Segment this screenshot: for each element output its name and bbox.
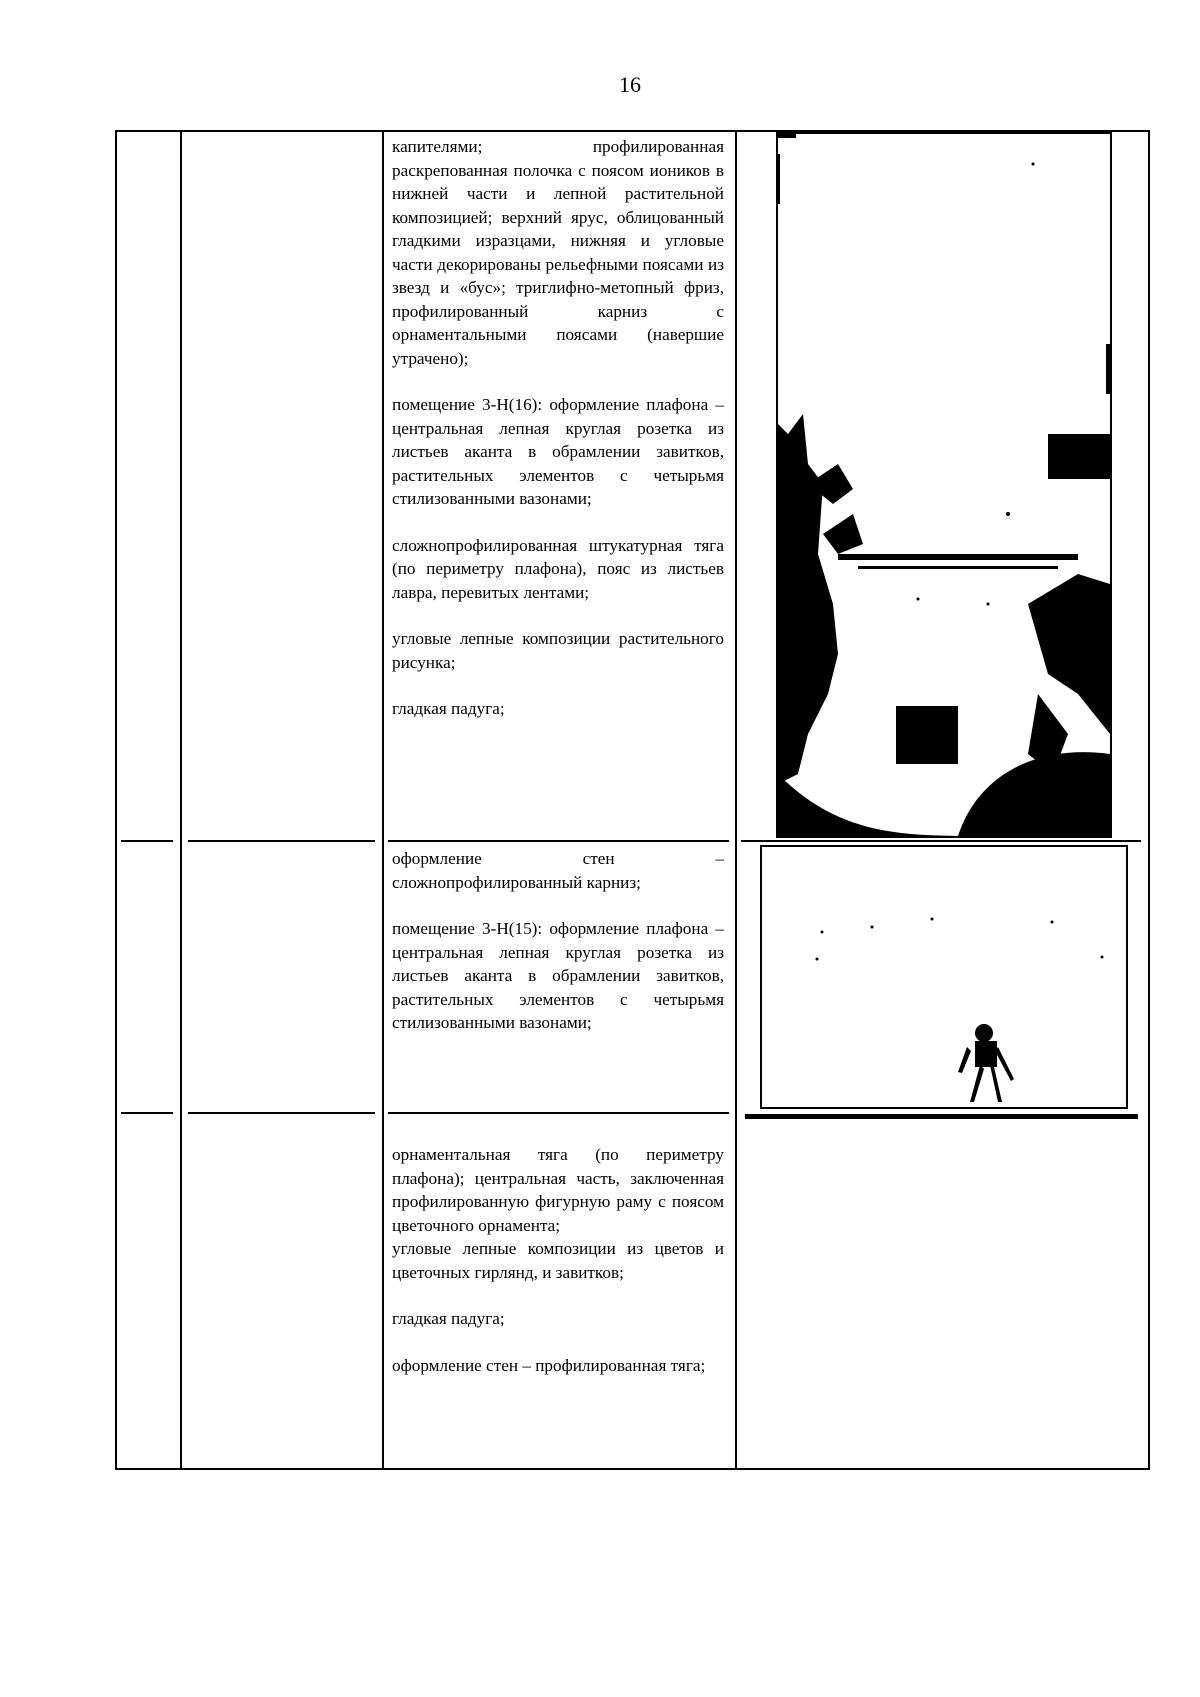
row-divider-2d (745, 1114, 1138, 1119)
row-3-paragraph: оформление стен – профилированная тяга; (392, 1355, 706, 1375)
row-3-paragraph: угловые лепные композиции из цветов и цветочных гирлянд, и завитков; (392, 1239, 724, 1282)
row-divider-1b (188, 840, 375, 842)
row-2-description (392, 847, 724, 1058)
row-2-paragraph: помещение 3-Н(15): оформление плафона – центральная лепная круглая розетка из листьев аканта в обрамлении завитков, растительных элементов с четырьмя стилизованными вазонами; (392, 919, 724, 1032)
table-border-bottom (115, 1468, 1150, 1470)
row-1-paragraph: сложнопрофилированная штукатурная тяга (по периметру плафона), пояс из листьев лавра, перевитых лентами; (392, 535, 724, 602)
row-1-paragraph: капителями; профилированная раскрепованная полочка с поясом иоников в нижней части и лепной растительной композицией; верхний ярус, облицованный гладкими изразцами, нижняя и угловые части декорированы рельефными поясами из звезд и «бус»; триглифно-метопный фриз, профилированный карниз с орнаментальными поясами (навершие утрачено); (392, 137, 724, 368)
row-1-paragraph: угловые лепные композиции растительного рисунка; (392, 629, 724, 672)
row-divider-1a (121, 840, 173, 842)
row-2-paragraph: оформление стен – сложнопрофилированный карниз; (392, 849, 724, 892)
row-divider-2b (188, 1112, 375, 1114)
row-3-description (392, 1143, 724, 1400)
row-divider-2c (388, 1112, 729, 1114)
row-divider-1c (388, 840, 729, 842)
page-number: 16 (619, 72, 641, 97)
row-1-paragraph: гладкая падуга; (392, 699, 505, 718)
interior-photo-1-image (778, 134, 1110, 836)
interior-photo-2-image (762, 847, 1126, 1107)
row-divider-1d (741, 840, 1141, 842)
table-border-right (1148, 130, 1150, 1470)
column-divider-3 (735, 130, 737, 1470)
column-divider-2 (382, 130, 384, 1470)
row-1-description (392, 135, 724, 744)
table-border-left (115, 130, 117, 1470)
row-divider-2a (121, 1112, 173, 1114)
interior-photo-1 (776, 132, 1112, 838)
row-3-paragraph: гладкая падуга; (392, 1309, 505, 1328)
interior-photo-2 (760, 845, 1128, 1109)
column-divider-1 (180, 130, 182, 1470)
row-1-paragraph: помещение 3-Н(16): оформление плафона – центральная лепная круглая розетка из листьев аканта в обрамлении завитков, растительных элементов с четырьмя стилизованными вазонами; (392, 395, 724, 508)
row-3-paragraph: орнаментальная тяга (по периметру плафона); центральная часть, заключенная профилированную фигурную раму с поясом цветочного орнамента; (392, 1145, 724, 1235)
